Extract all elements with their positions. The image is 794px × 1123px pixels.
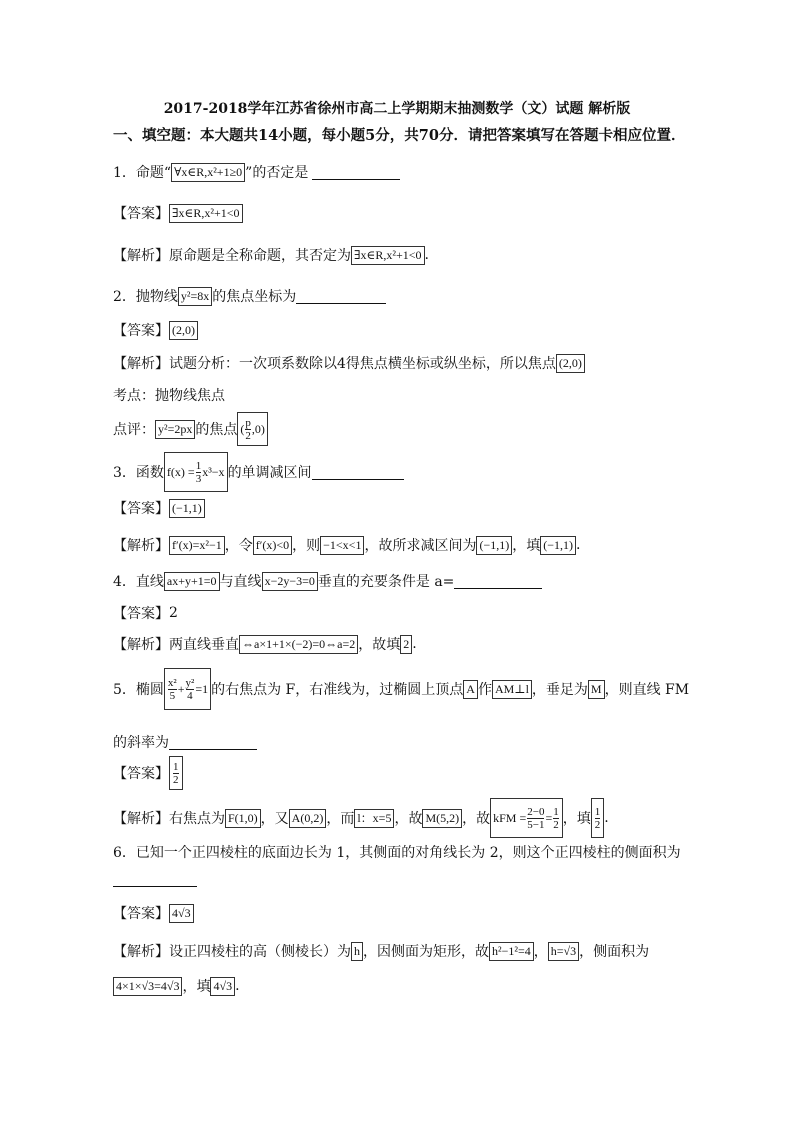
math-box: f′(x)=x²−1	[169, 536, 225, 555]
question-3: 3．函数 f(x) = $\frac{1}{3}$ x³−x 的单调减区间	[113, 452, 404, 492]
question-4: 4．直线 ax+y+1=0 与直线 x−2y−3=0 垂直的充要条件是 a=	[113, 571, 542, 591]
page-title: 2017-2018学年江苏省徐州市高二上学期期末抽测数学（文）试题 解析版	[163, 101, 631, 117]
answer-blank	[113, 872, 197, 887]
answer-blank	[312, 165, 400, 180]
answer-4: 【答案】 2	[113, 605, 178, 622]
math-box: ( $\frac{p}{2}$ ,0)	[237, 412, 268, 446]
math-box: f(x) = $\frac{1}{3}$ x³−x	[164, 452, 228, 492]
math-box: 4√3	[169, 904, 194, 923]
math-box: h=√3	[548, 942, 579, 961]
math-box: M(5,2)	[422, 809, 462, 828]
math-box: 2	[400, 635, 412, 654]
analysis-6: 【解析】 设正四棱柱的高（侧棱长）为 h ，因侧面为矩形，故 h²−1²=4 ， h=√3 ，侧面积为	[113, 943, 650, 960]
math-box: −1<x<1	[320, 536, 364, 555]
question-6-blank	[113, 872, 197, 887]
math-box: M	[588, 680, 605, 699]
math-box: (−1,1)	[476, 536, 512, 555]
math-box: AM⊥l	[492, 680, 532, 699]
answer-blank	[169, 735, 257, 750]
answer-1: 【答案】 ∃x∈R,x²+1<0	[113, 203, 243, 223]
math-box: h	[351, 942, 363, 961]
analysis-6-cont: 4×1×√3=4√3 ，填 4√3 .	[113, 976, 240, 996]
math-box: $\frac{1}{2}$	[591, 798, 605, 838]
answer-blank	[312, 465, 404, 480]
math-box: ∀x∈R,x²+1≥0	[171, 163, 245, 182]
math-box: y²=2px	[155, 420, 195, 439]
math-box: (2,0)	[556, 354, 585, 373]
math-box: (−1,1)	[540, 536, 576, 555]
question-6: 6．已知一个正四棱柱的底面边长为 1，其侧面的对角线长为 2，则这个正四棱柱的侧面积为	[113, 845, 681, 861]
math-box: l：x=5	[354, 809, 394, 828]
math-box: h²−1²=4	[489, 942, 534, 961]
answer-blank	[454, 574, 542, 589]
math-box: A	[463, 680, 478, 699]
math-box: kFM = $\frac{2-0}{5-1}$ = $\frac{1}{2}$	[490, 798, 563, 838]
dianping-2: 点评： y²=2px 的焦点 ( $\frac{p}{2}$ ,0)	[113, 412, 268, 446]
math-box: 4√3	[210, 977, 235, 996]
math-box: (−1,1)	[169, 499, 205, 518]
section-heading: 一、填空题：本大题共14小题，每小题5分，共70分．请把答案填写在答题卡相应位置．	[113, 127, 686, 144]
math-box: (2,0)	[169, 321, 198, 340]
analysis-1: 【解析】 原命题是全称命题，其否定为 ∃x∈R,x²+1<0 .	[113, 247, 429, 264]
math-box: ⇔a×1+1×(−2)=0⇔a=2	[239, 635, 358, 654]
answer-blank	[296, 289, 386, 304]
math-box: ∃x∈R,x²+1<0	[351, 246, 425, 265]
question-1: 1．命题“ ∀x∈R,x²+1≥0 ”的否定是	[113, 162, 400, 182]
answer-2: 【答案】 (2,0)	[113, 320, 198, 340]
math-box: $\frac{1}{2}$	[169, 756, 183, 790]
question-2: 2．抛物线 y²=8x 的焦点坐标为	[113, 286, 386, 306]
math-box: 4×1×√3=4√3	[113, 977, 182, 996]
math-box: $\frac{\text{x²}}{5}$ + $\frac{\text{y²}}{4}$ =1	[164, 668, 211, 710]
answer-6: 【答案】 4√3	[113, 903, 194, 923]
math-box: A(0,2)	[289, 809, 327, 828]
answer-3: 【答案】 (−1,1)	[113, 498, 205, 518]
math-box: f′(x)<0	[253, 536, 292, 555]
analysis-4: 【解析】 两直线垂直 ⇔a×1+1×(−2)=0⇔a=2 ，故填 2 .	[113, 636, 417, 653]
math-box: ∃x∈R,x²+1<0	[169, 204, 243, 223]
analysis-2: 【解析】 试题分析：一次项系数除以4得焦点横坐标或纵坐标，所以焦点 (2,0)	[113, 353, 585, 373]
analysis-5: 【解析】 右焦点为 F(1,0) ，又 A(0,2) ，而 l：x=5 ，故 M(5,2) ，故 kFM = $\frac{2-0}{5-1}$ = $\frac{1}{2}$ ，填 $\frac{1}{2}$ .	[113, 798, 609, 838]
kaodian-2: 考点：抛物线焦点	[113, 388, 225, 404]
math-box: F(1,0)	[225, 809, 261, 828]
math-box: ax+y+1=0	[164, 572, 220, 591]
analysis-3: 【解析】 f′(x)=x²−1 ，令 f′(x)<0 ，则 −1<x<1 ，故所求减区间为 (−1,1) ，填 (−1,1) .	[113, 537, 581, 554]
question-5-cont: 的斜率为	[113, 732, 257, 752]
question-5: 5．椭圆 $\frac{\text{x²}}{5}$ + $\frac{\text{y²}}{4}$ =1 的右焦点为 F，右准线为，过椭圆上顶点 A 作 AM⊥l ，垂足为 M ，则直线 FM	[113, 668, 689, 710]
math-box: x−2y−3=0	[262, 572, 318, 591]
math-box: y²=8x	[178, 287, 212, 306]
answer-5: 【答案】 $\frac{1}{2}$	[113, 756, 183, 790]
